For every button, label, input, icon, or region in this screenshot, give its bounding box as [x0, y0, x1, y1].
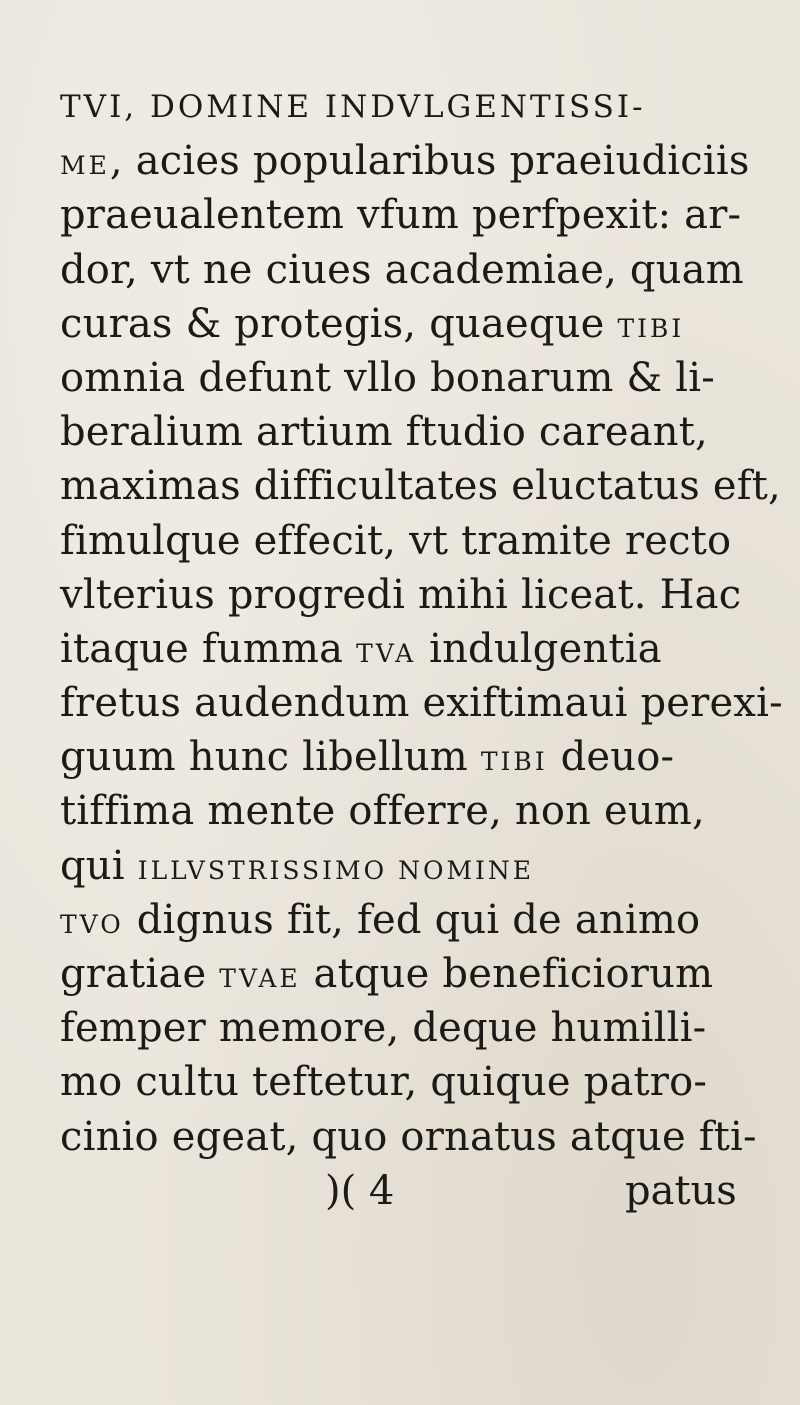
small-caps-text: TVO — [60, 909, 124, 939]
text-segment: praeualentem vfum perfpexit: ar- — [60, 192, 742, 239]
text-segment: TVI, DOMINE INDVLGENTISSI- — [60, 89, 646, 125]
text-line — [60, 676, 783, 730]
text-segment: dor, vt ne ciues academiae, quam — [60, 246, 744, 293]
text-segment: fimulque effecit, vt tramite recto — [60, 517, 732, 564]
text-line — [60, 568, 750, 622]
text-segment: mo cultu teftetur, quique patro- — [60, 1059, 708, 1106]
text-line — [60, 1001, 750, 1055]
text-line — [60, 459, 781, 513]
small-caps-text: ME — [60, 151, 110, 181]
text-line — [60, 784, 750, 838]
text-segment: atque beneficiorum — [300, 951, 714, 997]
text-line — [60, 514, 750, 568]
small-caps-text: ILLVSTRISSIMO NOMINE — [137, 855, 535, 885]
text-line — [60, 1110, 757, 1164]
text-segment: fretus audendum exiftimaui perexi- — [60, 680, 783, 727]
text-segment: gratiae — [60, 951, 220, 997]
text-line — [60, 1055, 750, 1109]
text-line — [60, 622, 750, 676]
dedication-text — [60, 80, 783, 1224]
text-segment: itaque fumma — [60, 625, 357, 672]
text-line — [60, 893, 750, 947]
small-caps-text: TVAE — [219, 964, 301, 993]
text-line — [60, 730, 750, 784]
text-line — [60, 243, 750, 297]
text-segment: omnia defunt vllo bonarum & li- — [60, 354, 715, 401]
text-line — [60, 351, 750, 405]
text-segment: , acies popularibus praeiudiciis — [109, 138, 750, 185]
text-segment: dignus fit, fed qui de animo — [123, 896, 701, 943]
small-caps-text: TVA — [356, 638, 417, 668]
text-segment: guum hunc libellum — [60, 734, 481, 781]
small-caps-text: TIBI — [480, 747, 548, 777]
text-segment: tiffima mente offerre, non eum, — [60, 788, 705, 835]
text-line — [60, 947, 750, 1001]
text-segment: deuo- — [547, 734, 675, 781]
text-segment: indulgentia — [416, 625, 662, 672]
small-caps-text: TIBI — [617, 313, 685, 343]
text-segment: cinio egeat, quo ornatus atque fti- — [60, 1113, 757, 1160]
catchword: patus — [625, 1167, 737, 1214]
text-line — [60, 839, 750, 893]
text-line — [60, 405, 750, 459]
page-footer — [60, 1164, 750, 1224]
text-segment: maximas difficultates eluctatus eft, — [60, 463, 781, 510]
text-segment: vlterius progredi mihi liceat. Hac — [60, 571, 742, 618]
text-line — [60, 297, 750, 351]
text-segment: qui — [60, 842, 138, 889]
text-segment: femper memore, deque humilli- — [60, 1005, 707, 1052]
signature-mark: )( 4 — [325, 1167, 395, 1214]
text-segment: curas & protegis, quaeque — [60, 300, 618, 347]
text-line — [60, 134, 750, 188]
text-line — [60, 80, 750, 134]
text-segment: beralium artium ftudio careant, — [60, 409, 708, 456]
text-line — [60, 188, 750, 242]
